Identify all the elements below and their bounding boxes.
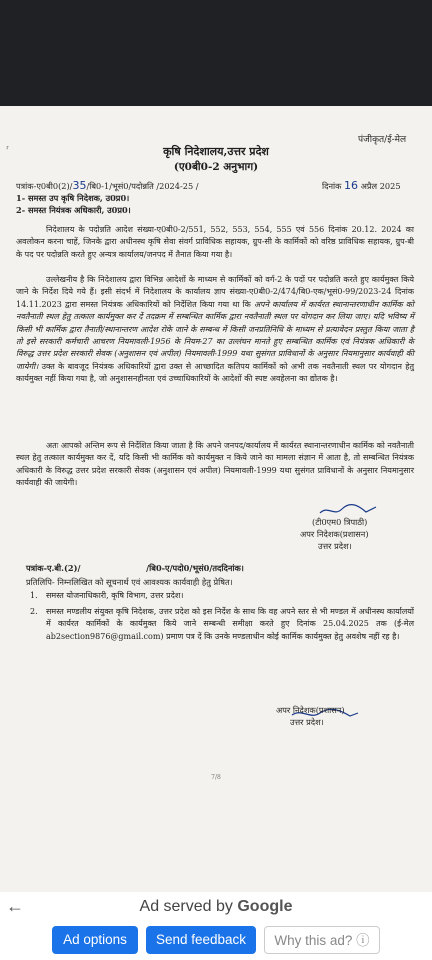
registered-email-label: पंजीकृत/ई-मेल bbox=[358, 135, 407, 145]
signer-1-name: (टी0एम0 त्रिपाठी) bbox=[312, 517, 368, 527]
signer-2-place: उत्तर प्रदेश। bbox=[290, 717, 324, 727]
google-brand: Google bbox=[237, 898, 293, 915]
recipient-1: 1- समस्त उप कृषि निदेशक, उ0प्र0। bbox=[16, 193, 130, 203]
why-this-ad-button[interactable]: Why this ad? ⓘ bbox=[264, 926, 380, 954]
signer-1-title: अपर निदेशक(प्रशासन) bbox=[300, 529, 369, 539]
recipient-2: 2- समस्त नियंत्रक अधिकारी, उ0प्र0। bbox=[16, 205, 131, 215]
quoted-directive: अपने कार्यालय में कार्यरत स्थानान्तरणाधीन कार्मिक को नवतैनाती स्थल हेतु तत्काल कार्यमुक्त कर दें तदक्रम में सम्बन्धित कार्मिक द्वारा नवतैनाती स्थल पर योगदान कर लिया जाए। यदि भविष्य में किसी भी कार्मिक द्वारा तैनाती/स्थानान्तरण आदेश रोके जाने के सम्बन्ध में किसी जनप्रतिनिधि के माध्यम से प्रत्यावेदन प्रस्तुत किया जाता है तो इसे सरकारी कर्मचारी आचरण नियमावली-1956 के नियम-27 का उल्लंघन मानते हुए सम्बन्धित कार्मिक एवं नियंत्रक अधिकारी के विरुद्ध उत्तर प्रदेश सरकारी सेवक (अनुशासन एवं अपील) नियमावली-1999 यथा सुसंगत प्राविधानों के अनुसार नियमानुसार कार्यवाही की जायेगी। bbox=[16, 299, 415, 371]
reference-line-2: पत्रांक-ए.बी.(2)/ /बि0-ए/पदो0/भूसं0/तददिनांक। bbox=[26, 563, 244, 573]
handwritten-ref-number: 35 bbox=[72, 179, 87, 192]
copy-item-1: 1. समस्त योजनाधिकारी, कृषि विभाग, उत्तर प्रदेश। bbox=[30, 591, 184, 600]
office-title: कृषि निदेशालय,उत्तर प्रदेश bbox=[163, 145, 269, 158]
ad-served-by: Ad served by Google bbox=[139, 898, 293, 915]
paragraph-2: उल्लेखनीय है कि निदेशालय द्वारा विभिन्न आदेशों के माध्यम से कार्मिकों को वर्ग-2 के पदों पर पदोन्नति करते हुए कार्यमुक्त किये जाने के निर्देश दिये गये हैं। इसी संदर्भ में निदेशालय के कार्यालय ज्ञाप संख्या-ए0बी0-2/474/बि0-एक/भूसं0-99/2023-24 दिनांक 14.11.2023 द्वारा समस्त नियंत्रक अधिकारियों को निर्देशित किया गया था कि अपने कार्यालय में कार्यरत स्थानान्तरणाधीन कार्मिक को नवतैनाती स्थल हेतु तत्काल कार्यमुक्त कर दें तदक्रम में सम्बन्धित कार्मिक द्वारा नवतैनाती स्थल पर योगदान कर लिया जाए। यदि भविष्य में किसी भी कार्मिक द्वारा तैनाती/स्थानान्तरण आदेश रोके जाने के सम्बन्ध में किसी जनप्रतिनिधि के माध्यम से प्रत्यावेदन प्रस्तुत किया जाता है तो इसे सरकारी कर्मचारी आचरण नियमावली-1956 के नियम-27 का उल्लंघन मानते हुए सम्बन्धित कार्मिक एवं नियंत्रक अधिकारी के विरुद्ध उत्तर प्रदेश सरकारी सेवक (अनुशासन एवं अपील) नियमावली-1999 यथा सुसंगत प्राविधानों के अनुसार नियमानुसार कार्यवाही की जायेगी। उक्त के बावजूद नियंत्रक अधिकारियों द्वारा उक्त से आच्छादित कतिपय कार्मिकों को अभी तक नवतैनाती स्थल पर योगदान हेतु कार्यमुक्त नहीं किया गया है, जो अनुशासनहीनता एवं उच्चाधिकारियों के आदेशों की स्पष्ट अवहेलना का द्योतक है। bbox=[16, 275, 415, 384]
handwritten-date: 16 bbox=[344, 179, 359, 192]
signature-1 bbox=[318, 502, 378, 516]
signer-1-place: उत्तर प्रदेश। bbox=[318, 541, 352, 551]
date-line: दिनांक 16 अप्रैल 2025 bbox=[322, 179, 401, 192]
signer-2-title: अपर निदेशक(प्रशासन) bbox=[276, 705, 345, 715]
reference-line: पत्रांक-ए0बी0(2)/35/बि0-1/भूसं0/पदोन्नति /2024-25 / bbox=[16, 179, 199, 192]
copy-item-2: 2. समस्त मण्डलीय संयुक्त कृषि निदेशक, उत्तर प्रदेश को इस निर्देश के साथ कि वह अपने स्तर से भी मण्डल में अधीनस्थ कार्यालयों में कार्यरत कार्मिकों के कार्यमुक्त किये जाने सम्बन्धी समीक्षा करते हुए दिनांक 25.04.2025 तक (ई-मेल ab2section9876@gmail.com) प्रमाण पत्र दें कि उनके मण्डलाधीन कोई कार्मिक कार्यमुक्त हेतु अवशेष नहीं रह है। bbox=[30, 607, 414, 641]
ad-options-button[interactable]: Ad options bbox=[52, 926, 138, 954]
paragraph-3: अतः आपको अन्तिम रूप से निर्देशित किया जाता है कि अपने जनपद/कार्यालय में कार्यरत स्थानान्तरणाधीन कार्मिक को नवतैनाती स्थल हेतु तत्काल कार्यमुक्त कर दें, यदि किसी भी कार्मिक को कार्यमुक्त न किये जाने का मामला संज्ञान में आता है, तो सम्बन्धित नियंत्रक अधिकारी के विरुद्ध उत्तर प्रदेश सरकारी सेवक (अनुशासन एवं अपील) नियमावली-1999 यथा सुसंगत प्राविधानों के अनुसार नियमानुसार कार्यवाही की जायेगी। bbox=[16, 441, 414, 488]
paragraph-1: निदेशालय के पदोन्नति आदेश संख्या-ए0बी0-2/551, 552, 553, 554, 555 एवं 556 दिनांक 20.12. 2024 का अवलोकन करना चाहें, जिनके द्वारा अधीनस्थ कृषि सेवा संवर्ग प्राविधिक सहायक, ग्रुप-सी के कार्मिकों को वरिष्ठ प्राविधिक सहायक, ग्रुप-बी के पद पर पदोन्नति करते हुए अन्यत्र कार्यालय/जनपद में तैनात किया गया है। bbox=[16, 225, 414, 259]
binder-mark: ⸢ bbox=[6, 146, 10, 156]
document-page bbox=[0, 106, 432, 892]
copy-intro: प्रतिलिपि- निम्नलिखित को सूचनार्थ एवं आवश्यक कार्यवाही हेतु प्रेषित। bbox=[26, 577, 233, 587]
page-mark: 7/8 bbox=[211, 774, 221, 781]
send-feedback-button[interactable]: Send feedback bbox=[146, 926, 256, 954]
back-arrow-icon[interactable]: ← bbox=[6, 896, 24, 916]
ad-bar bbox=[0, 892, 432, 960]
section-title: (ए0बी0-2 अनुभाग) bbox=[173, 161, 259, 173]
